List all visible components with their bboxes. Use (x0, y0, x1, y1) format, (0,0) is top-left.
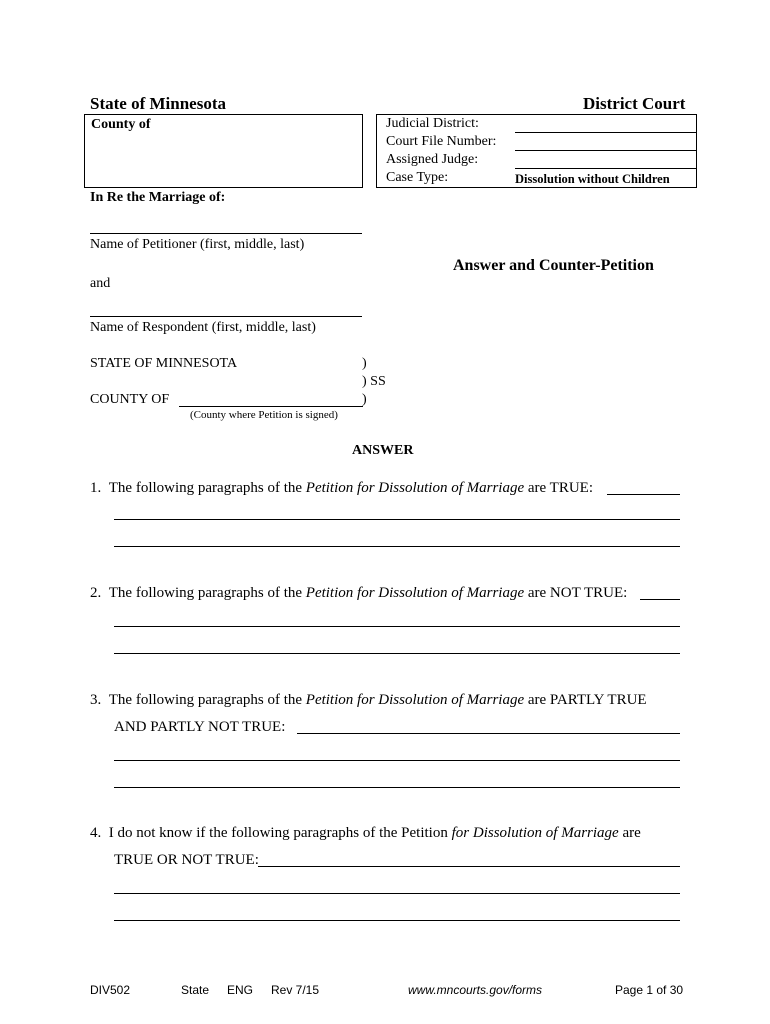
item-4-line-2[interactable] (114, 920, 680, 921)
footer-form-id: DIV502 (90, 983, 131, 997)
respondent-name-field[interactable] (90, 316, 362, 317)
item-text-italic: for Dissolution of Marriage (451, 825, 619, 841)
case-info-box (376, 114, 697, 188)
item-1-line-2[interactable] (114, 546, 680, 547)
item-text-pre: The following paragraphs of the (108, 692, 306, 708)
footer-url[interactable]: www.mncourts.gov/forms (408, 983, 543, 997)
venue-county: COUNTY OF (90, 392, 170, 407)
item-text-post: are TRUE: (524, 480, 593, 496)
item-number: 2. (90, 585, 102, 601)
venue-county-note: (County where Petition is signed) (190, 409, 338, 421)
item-3-continuation: AND PARTLY NOT TRUE: (114, 719, 286, 735)
state-title: State of Minnesota (90, 94, 226, 113)
court-file-number-field[interactable] (515, 150, 697, 151)
venue-paren-1: ) (362, 356, 367, 371)
item-text-italic: Petition for Dissolution of Marriage (305, 585, 525, 601)
case-type-value: Dissolution without Children (515, 172, 670, 186)
answer-item-3 (90, 692, 647, 709)
assigned-judge-field[interactable] (515, 168, 697, 169)
county-label: County of (91, 117, 151, 132)
item-3-line-1[interactable] (114, 760, 680, 761)
footer-jurisdiction: State (181, 983, 210, 997)
item-4-line-1[interactable] (114, 893, 680, 894)
answer-heading: ANSWER (352, 443, 414, 458)
item-text-pre: The following paragraphs of the (108, 585, 306, 601)
item-text-italic: Petition for Dissolution of Marriage (305, 692, 525, 708)
item-number: 1. (90, 480, 102, 496)
item-4-inline-field[interactable] (258, 866, 680, 867)
form-title: Answer and Counter-Petition (453, 257, 654, 274)
venue-paren-ss: ) SS (362, 374, 386, 389)
judicial-district-field[interactable] (515, 132, 697, 133)
item-text-pre: The following paragraphs of the (108, 480, 306, 496)
answer-item-1 (90, 480, 593, 497)
item-2-line-1[interactable] (114, 626, 680, 627)
assigned-judge-label: Assigned Judge: (386, 152, 479, 167)
item-2-inline-field[interactable] (640, 599, 680, 600)
judicial-district-label: Judicial District: (386, 116, 479, 131)
venue-paren-3: ) (362, 392, 367, 407)
and-label: and (90, 276, 111, 291)
court-file-number-label: Court File Number: (386, 134, 497, 149)
answer-item-2 (90, 585, 627, 602)
item-1-inline-field[interactable] (607, 494, 680, 495)
in-re-label: In Re the Marriage of: (90, 190, 226, 205)
petitioner-label: Name of Petitioner (first, middle, last) (90, 237, 305, 252)
footer-page-number: Page 1 of 30 (615, 983, 684, 997)
footer-language: ENG (227, 983, 254, 997)
item-text-italic: Petition for Dissolution of Marriage (305, 480, 525, 496)
venue-state: STATE OF MINNESOTA (90, 356, 238, 371)
petitioner-name-field[interactable] (90, 233, 362, 234)
item-2-line-2[interactable] (114, 653, 680, 654)
item-text-post: are NOT TRUE: (524, 585, 628, 601)
respondent-label: Name of Respondent (first, middle, last) (90, 320, 316, 335)
footer-revision: Rev 7/15 (271, 983, 320, 997)
case-type-label: Case Type: (386, 170, 449, 185)
item-text-post: are (618, 825, 641, 841)
venue-county-field[interactable] (179, 406, 363, 407)
item-3-inline-field[interactable] (297, 733, 680, 734)
county-box[interactable] (84, 114, 363, 188)
item-text-pre: I do not know if the following paragraphs of the Petition (108, 825, 452, 841)
item-number: 4. (90, 825, 102, 841)
answer-item-4 (90, 825, 641, 842)
item-text-post: are PARTLY TRUE (524, 692, 647, 708)
court-title: District Court (583, 94, 686, 113)
item-3-line-2[interactable] (114, 787, 680, 788)
item-4-continuation: TRUE OR NOT TRUE: (114, 852, 259, 868)
item-1-line-1[interactable] (114, 519, 680, 520)
item-number: 3. (90, 692, 102, 708)
